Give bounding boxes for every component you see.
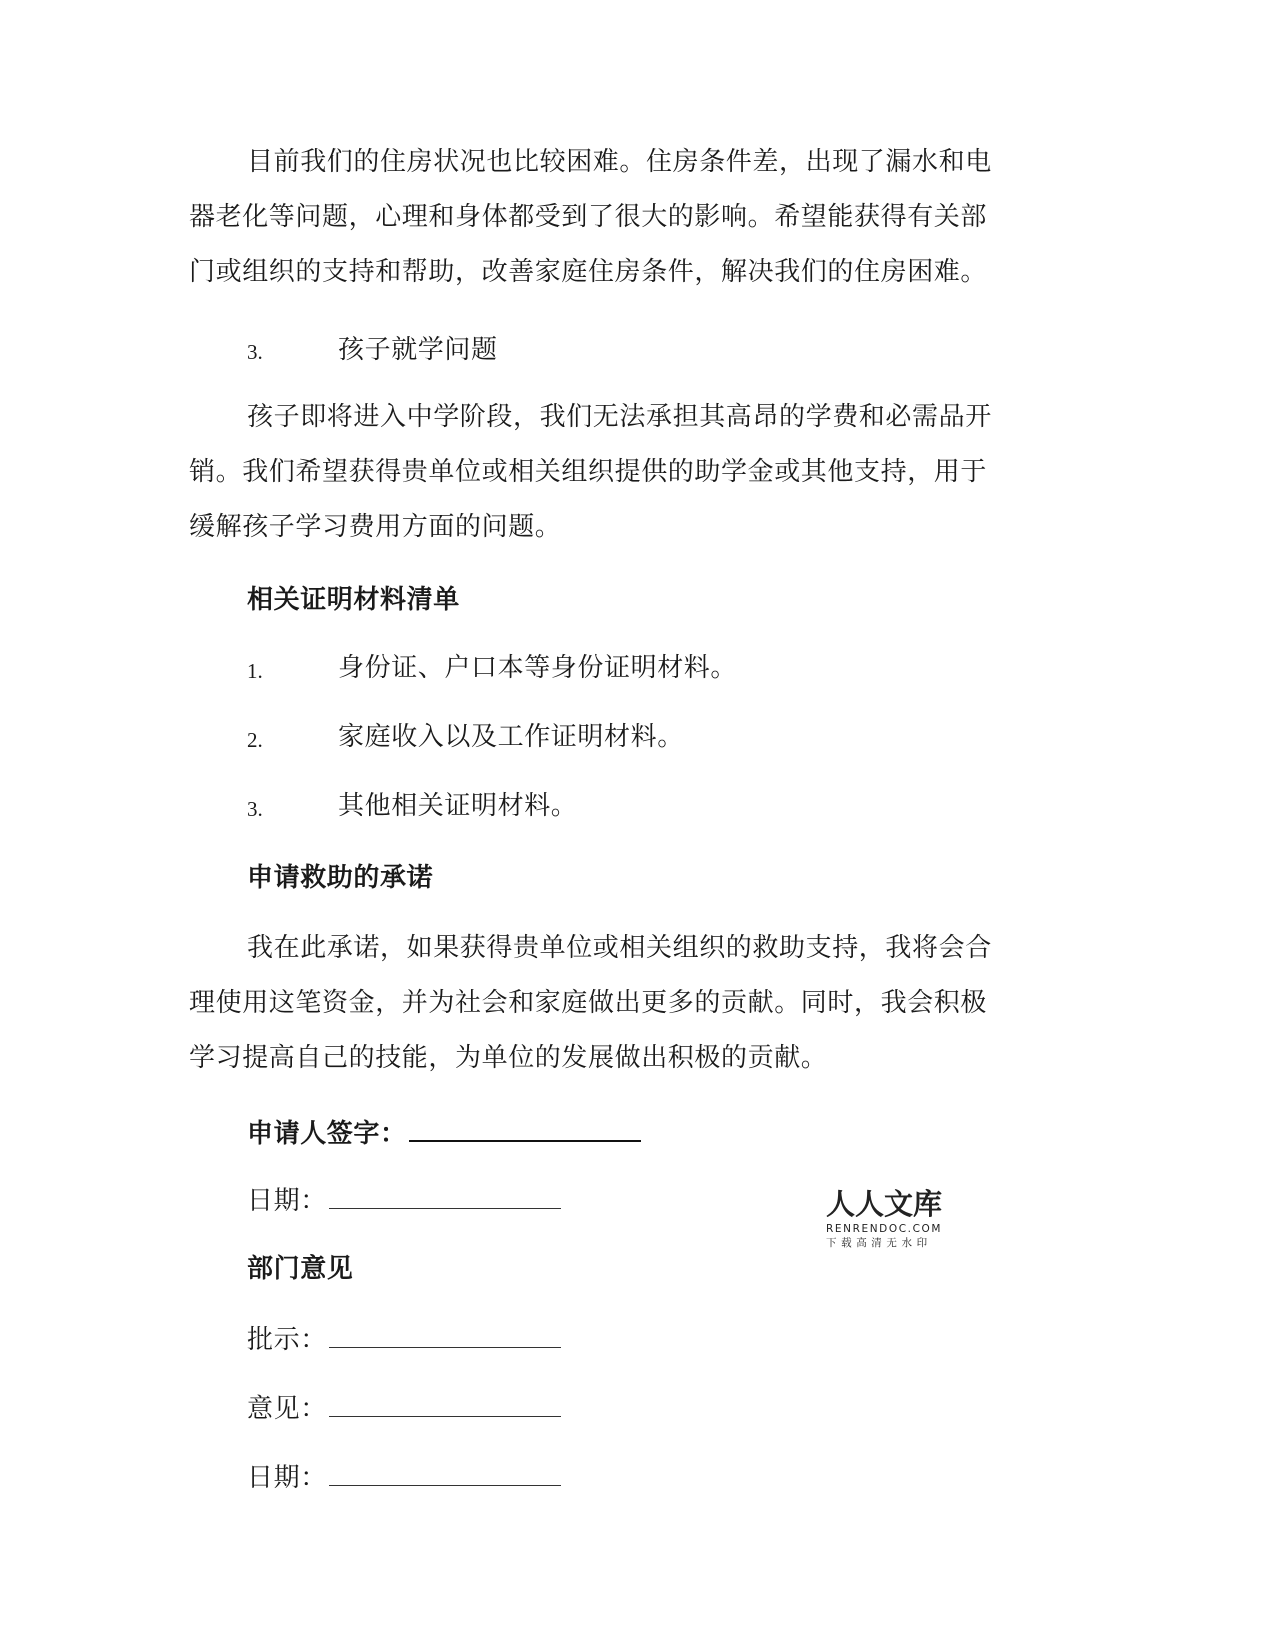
approval-row (247, 1323, 561, 1356)
signature-row (247, 1116, 641, 1150)
approval-field[interactable] (329, 1323, 561, 1348)
school-paragraph-line-1: 孩子即将进入中学阶段，我们无法承担其高昂的学费和必需品开 (247, 402, 992, 432)
opinion-field[interactable] (329, 1392, 561, 1417)
materials-item-3-text: 其他相关证明材料。 (338, 791, 578, 821)
housing-paragraph-line-2: 器老化等问题，心理和身体都受到了很大的影响。希望能获得有关部 (189, 202, 988, 232)
promise-heading: 申请救助的承诺 (247, 863, 434, 893)
materials-item-2-text: 家庭收入以及工作证明材料。 (338, 722, 684, 752)
watermark-title: 人人文库 (826, 1187, 943, 1221)
housing-paragraph-line-3: 门或组织的支持和帮助，改善家庭住房条件，解决我们的住房困难。 (189, 257, 988, 287)
department-date-label: 日期： (247, 1463, 327, 1493)
promise-line-3: 学习提高自己的技能，为单位的发展做出积极的贡献。 (189, 1043, 828, 1073)
department-date-row (247, 1461, 561, 1494)
signature-date-field[interactable] (329, 1184, 561, 1209)
section3-number: 3. (247, 340, 263, 364)
promise-line-2: 理使用这笔资金，并为社会和家庭做出更多的贡献。同时，我会积极 (189, 988, 988, 1018)
opinion-label: 意见： (247, 1394, 327, 1424)
materials-item-1-number: 1. (247, 659, 263, 683)
signature-date-label: 日期： (247, 1186, 327, 1216)
opinion-row (247, 1392, 561, 1425)
department-date-field[interactable] (329, 1461, 561, 1486)
signature-field[interactable] (409, 1116, 641, 1142)
materials-item-3-number: 3. (247, 797, 263, 821)
promise-line-1: 我在此承诺，如果获得贵单位或相关组织的救助支持，我将会合 (247, 933, 992, 963)
approval-label: 批示： (247, 1325, 327, 1355)
school-paragraph-line-2: 销。我们希望获得贵单位或相关组织提供的助学金或其他支持，用于 (189, 457, 988, 487)
housing-paragraph-line-1: 目前我们的住房状况也比较困难。住房条件差，出现了漏水和电 (247, 147, 992, 177)
signature-date-row (247, 1184, 561, 1217)
watermark-url: RENRENDOC.COM (826, 1223, 943, 1235)
materials-item-2-number: 2. (247, 728, 263, 752)
section3-title: 孩子就学问题 (338, 335, 498, 365)
watermark-logo (826, 1188, 952, 1250)
department-heading: 部门意见 (247, 1254, 354, 1284)
school-paragraph-line-3: 缓解孩子学习费用方面的问题。 (189, 512, 562, 542)
watermark-subtitle: 下载高清无水印 (826, 1237, 932, 1249)
materials-heading: 相关证明材料清单 (247, 585, 460, 615)
materials-item-1-text: 身份证、户口本等身份证明材料。 (338, 653, 738, 683)
signer-label: 申请人签字： (247, 1119, 407, 1149)
